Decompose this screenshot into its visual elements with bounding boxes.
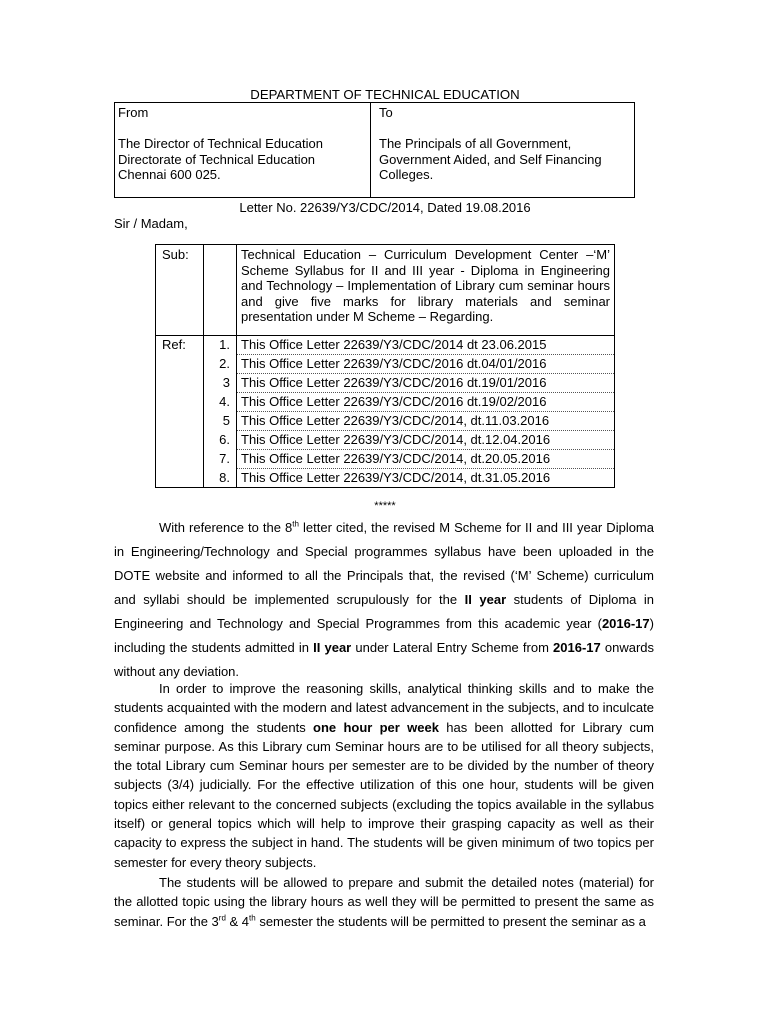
reference-text: This Office Letter 22639/Y3/CDC/2016 dt.04/01/2016 [237, 355, 615, 374]
reference-number: 7. [204, 450, 237, 469]
address-box [114, 102, 635, 198]
subject-num-cell [204, 245, 237, 336]
to-line: Colleges. [379, 167, 434, 182]
to-label: To [379, 105, 393, 120]
reference-text: This Office Letter 22639/Y3/CDC/2014, dt.12.04.2016 [237, 431, 615, 450]
from-line: Directorate of Technical Education [118, 151, 316, 167]
reference-number: 6. [204, 431, 237, 450]
reference-row [156, 355, 615, 374]
from-label: From [118, 105, 149, 120]
department-heading: DEPARTMENT OF TECHNICAL EDUCATION [250, 87, 520, 102]
reference-row [156, 412, 615, 431]
reference-row [156, 431, 615, 450]
from-line: The Director of Technical Education [118, 136, 323, 151]
reference-row [156, 469, 615, 488]
salutation: Sir / Madam, [114, 216, 188, 231]
reference-text: This Office Letter 22639/Y3/CDC/2016 dt.19/02/2016 [237, 393, 615, 412]
reference-number: 2. [204, 355, 237, 374]
from-block [118, 103, 366, 183]
to-block [379, 103, 633, 183]
reference-text: This Office Letter 22639/Y3/CDC/2014, dt.20.05.2016 [237, 450, 615, 469]
reference-number: 3 [204, 374, 237, 393]
letter-number: Letter No. 22639/Y3/CDC/2014, Dated 19.08.2016 [239, 200, 531, 215]
subject-reference-table [155, 244, 615, 488]
reference-text: This Office Letter 22639/Y3/CDC/2014, dt.11.03.2016 [237, 412, 615, 431]
subject-row [156, 245, 615, 336]
address-divider [370, 103, 371, 197]
reference-text: This Office Letter 22639/Y3/CDC/2014, dt.31.05.2016 [237, 469, 615, 488]
subject-text: Technical Education – Curriculum Development Center –‘M’ Scheme Syllabus for II and III year - Diploma in Engineering and Technology – Implementation of Library cum seminar hours and give five marks for library materials and seminar presentation under M Scheme – Regarding. [241, 247, 610, 324]
from-line: Chennai 600 025. [118, 167, 221, 182]
reference-row [156, 336, 615, 355]
reference-text: This Office Letter 22639/Y3/CDC/2014 dt 23.06.2015 [237, 336, 615, 355]
reference-label: Ref: [156, 336, 204, 355]
body-paragraph-2: In order to improve the reasoning skills, analytical thinking skills and to make the students acquainted with the modern and latest advancement in the subjects, and to inculcate confidence among the students one hour per week has been allotted for Library cum seminar purpose. As this Library cum Seminar hours are to be utilised for all theory subjects, the total Library cum Seminar hours per semester are to be divided by the number of theory subjects (3/4) judicially. For the effective utilization of this one hour, students will be given topics either relevant to the concerned subjects (excluding the topics available in the syllabus itself) or general topics which will help to improve their grasping capacity as well as their capacity to express the subject in hand. The students will be given minimum of two topics per semester for every theory subjects. [114, 681, 654, 870]
to-line: The Principals of all Government, [379, 136, 572, 151]
body-paragraph-3: The students will be allowed to prepare and submit the detailed notes (material) for the allotted topic using the library hours as well they will be permitted to present the same as seminar. For the 3rd & 4th semester the students will be permitted to present the seminar as a [114, 875, 654, 929]
reference-row [156, 393, 615, 412]
body-paragraph-1: With reference to the 8th letter cited, the revised M Scheme for II and III year Diploma in Engineering/Technology and Special programmes syllabus have been uploaded in the DOTE website and informed to all the Principals that, the revised (‘M’ Scheme) curriculum and syllabi should be implemented scrupulously for the II year students of Diploma in Engineering and Technology and Special Programmes from this academic year (2016-17) including the students admitted in II year under Lateral Entry Scheme from 2016-17 onwards without any deviation. [114, 519, 655, 679]
reference-row [156, 374, 615, 393]
to-line: Government Aided, and Self Financing [379, 151, 602, 167]
reference-number: 1. [204, 336, 237, 355]
reference-number: 4. [204, 393, 237, 412]
reference-number: 8. [204, 469, 237, 488]
reference-number: 5 [204, 412, 237, 431]
subject-label: Sub: [156, 245, 204, 336]
reference-text: This Office Letter 22639/Y3/CDC/2016 dt.19/01/2016 [237, 374, 615, 393]
reference-row [156, 450, 615, 469]
section-separator: ***** [374, 500, 396, 512]
